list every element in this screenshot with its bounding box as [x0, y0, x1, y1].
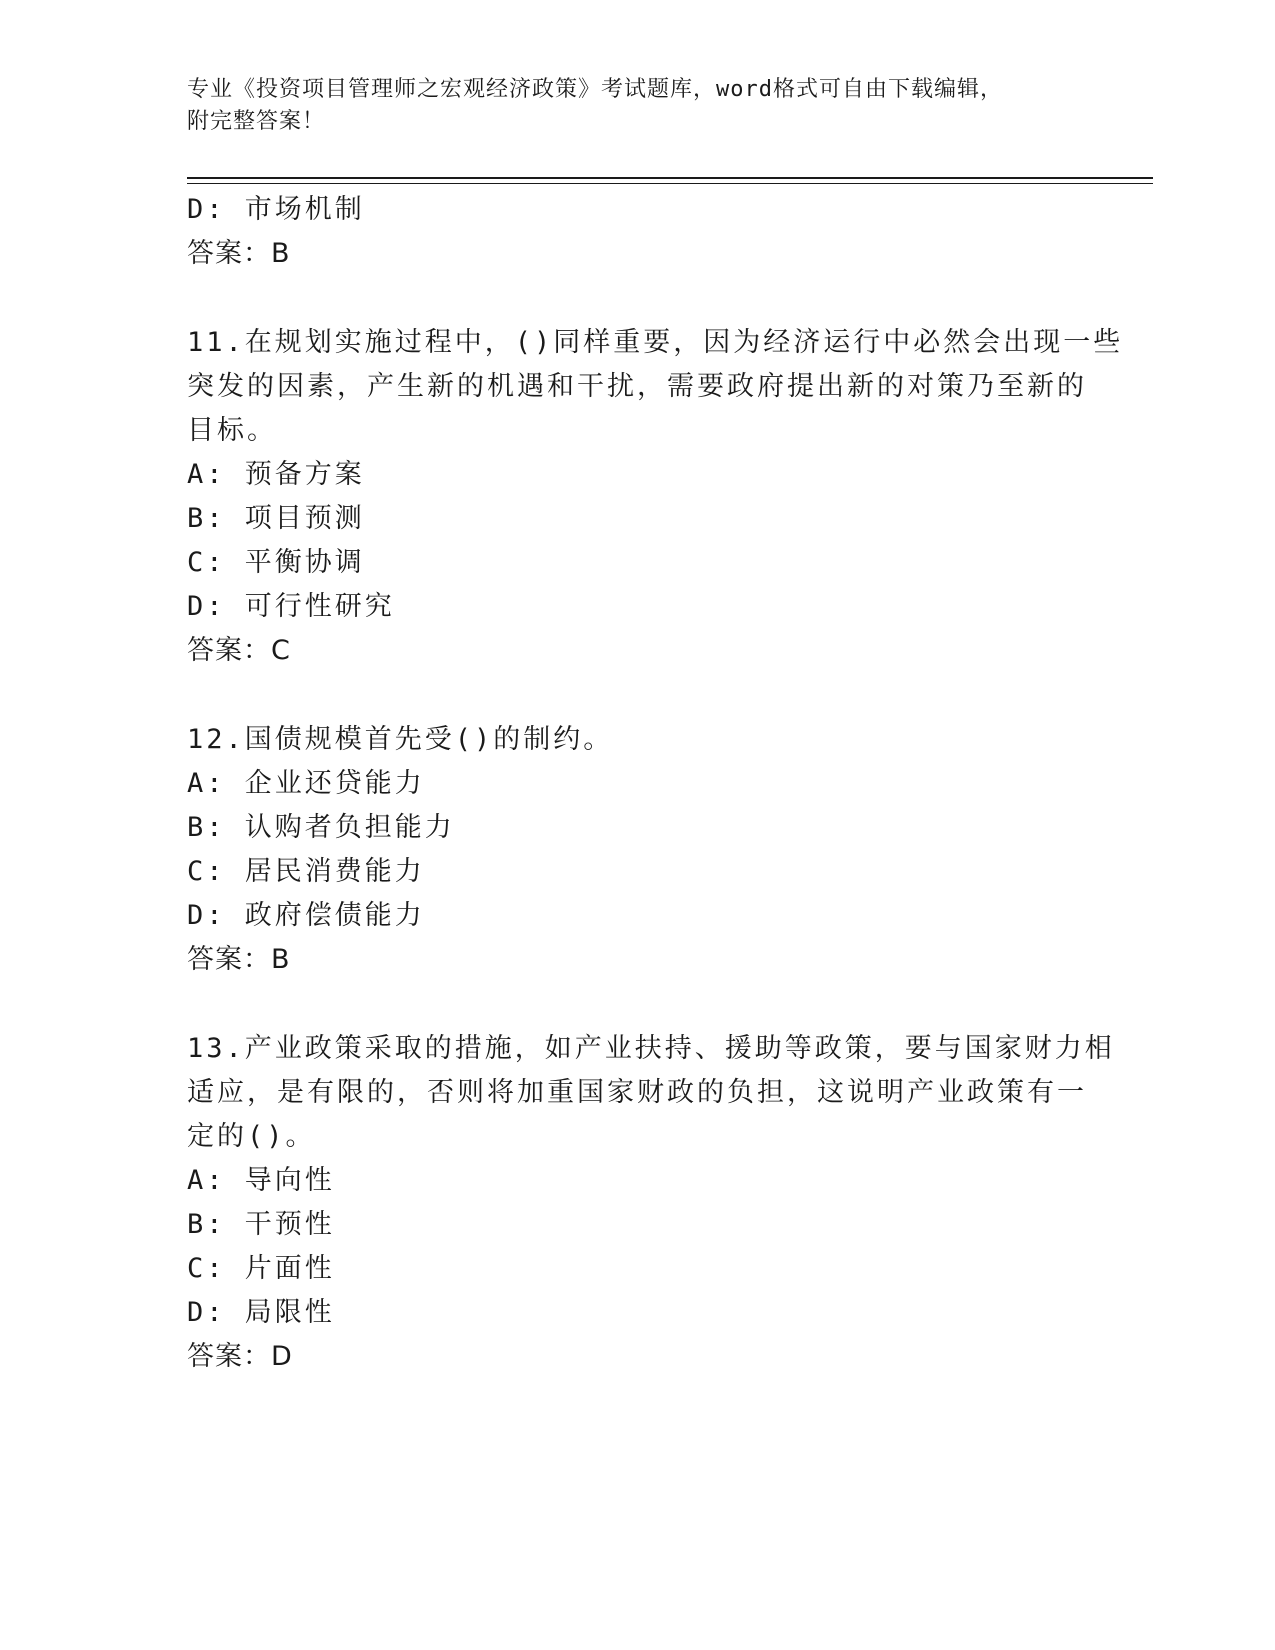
q11-stem-line-1: 11.在规划实施过程中，()同样重要，因为经济运行中必然会出现一些	[187, 327, 1124, 358]
q12-option-a: A: 企业还贷能力	[187, 768, 425, 799]
q12-answer: 答案：B	[187, 944, 291, 975]
header-divider-thin	[187, 183, 1153, 184]
q11-option-b: B: 项目预测	[187, 503, 365, 534]
q13-option-a: A: 导向性	[187, 1165, 335, 1196]
q13-answer: 答案：D	[187, 1341, 293, 1372]
q12-option-c: C: 居民消费能力	[187, 856, 425, 887]
q13-stem-line-3: 定的()。	[187, 1121, 316, 1152]
q13-option-b: B: 干预性	[187, 1209, 335, 1240]
q12-option-b: B: 认购者负担能力	[187, 812, 455, 843]
header-line-2: 附完整答案！	[187, 109, 326, 134]
q13-option-c: C: 片面性	[187, 1253, 335, 1284]
q13-stem-line-1: 13.产业政策采取的措施，如产业扶持、援助等政策，要与国家财力相	[187, 1033, 1115, 1064]
header-line-1: 专业《投资项目管理师之宏观经济政策》考试题库，word格式可自由下载编辑，	[187, 77, 1003, 102]
q11-stem-line-2: 突发的因素，产生新的机遇和干扰，需要政府提出新的对策乃至新的	[187, 371, 1087, 402]
q12-stem-line-1: 12.国债规模首先受()的制约。	[187, 724, 614, 755]
q13-stem-line-2: 适应，是有限的，否则将加重国家财政的负担，这说明产业政策有一	[187, 1077, 1087, 1108]
q11-option-c: C: 平衡协调	[187, 547, 365, 578]
q10-answer: 答案：B	[187, 238, 291, 269]
q11-answer: 答案：C	[187, 635, 291, 666]
document-header	[187, 74, 1087, 138]
q11-option-d: D: 可行性研究	[187, 591, 395, 622]
q12-option-d: D: 政府偿债能力	[187, 900, 425, 931]
q13-option-d: D: 局限性	[187, 1297, 335, 1328]
header-divider-thick	[187, 177, 1153, 179]
q11-stem-line-3: 目标。	[187, 415, 277, 446]
q11-option-a: A: 预备方案	[187, 459, 365, 490]
q10-option-d: D: 市场机制	[187, 194, 365, 225]
